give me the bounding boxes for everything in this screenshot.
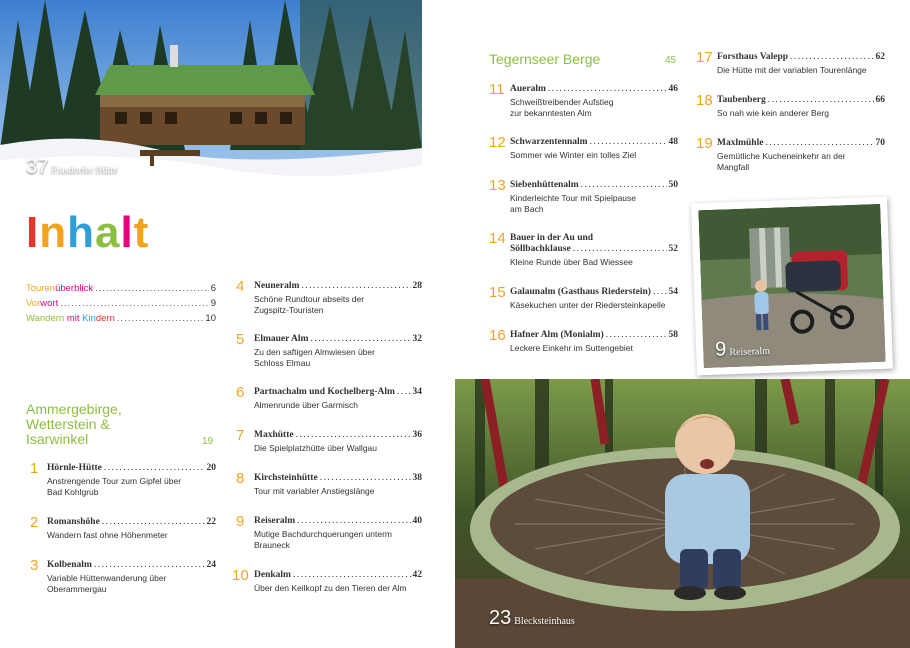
page-title [26, 208, 149, 258]
tour-page-number: 50 [668, 180, 678, 190]
tour-name: Aueralm [510, 84, 546, 94]
photo-blecksteinhaus [455, 379, 910, 648]
tour-name: Elmauer Alm [254, 334, 309, 344]
tour-description: Die Hütte mit der variablen Tourenlänge [717, 65, 867, 75]
tour-name: Denkalm [254, 570, 291, 580]
tour-description: Käsekuchen unter der Riedersteinkapelle [510, 300, 666, 310]
tour-number: 19 [696, 135, 713, 152]
tour-number: 7 [236, 427, 245, 444]
tour-name: Romanshöhe [47, 517, 100, 527]
tour-description: Sommer wie Winter ein tolles Ziel [510, 150, 637, 160]
tour-name: Siebenhüttenalm [510, 180, 579, 190]
tour-name: Bauer in der Au und [510, 233, 594, 243]
photo-location: Reiseralm [729, 345, 771, 359]
tour-page-number: 48 [668, 137, 678, 147]
tour-page-number: 58 [668, 330, 678, 340]
tour-page-number: 24 [206, 560, 216, 570]
tour-name: Söllbachklause [510, 244, 571, 254]
tour-page-number: 52 [668, 244, 678, 254]
tour-description: Über den Keilkopf zu den Tieren der Alm [254, 583, 407, 593]
tour-name: Hafner Alm (Monialm) [510, 330, 604, 340]
section-heading-ammergebirge: Ammergebirge, Wetterstein & Isarwinkel [26, 401, 122, 447]
tour-name: Kolbenalm [47, 560, 92, 570]
tour-number: 3 [30, 557, 39, 574]
tour-number: 14 [489, 230, 506, 247]
tour-page-number: 38 [412, 473, 422, 483]
tour-name: Galaunalm (Gasthaus Riederstein) [510, 287, 651, 297]
tour-name: Partnachalm und Kochelberg-Alm [254, 387, 395, 397]
tour-name: Schwarzentennalm [510, 137, 588, 147]
photo-number: 9 [714, 338, 727, 361]
tour-description: Tour mit variabler Anstiegslänge [254, 486, 375, 496]
tour-number: 10 [232, 567, 249, 584]
title-letter: t [133, 208, 150, 257]
toc-intro-label: Wandern mit Kindern [26, 313, 115, 324]
tour-description: Almenrunde über Garmisch [254, 400, 358, 410]
tour-number: 9 [236, 513, 245, 530]
photo-caption [715, 337, 770, 362]
tour-page-number: 42 [412, 570, 422, 580]
tour-number: 12 [489, 134, 506, 151]
tour-name: Taubenberg [717, 95, 766, 105]
toc-page-number: 6 [210, 283, 216, 294]
tour-description: Kleine Runde über Bad Wiessee [510, 257, 633, 267]
tour-description: Zu den saftigen Almwiesen über Schloss Elmau [254, 347, 375, 368]
photo-caption [26, 156, 118, 179]
tour-name: Forsthaus Valepp [717, 52, 789, 62]
title-letter: l [120, 208, 134, 257]
tour-number: 8 [236, 470, 245, 487]
tour-page-number: 46 [668, 84, 678, 94]
tour-description: Variable Hüttenwanderung über Oberammergau [47, 573, 167, 594]
tour-page-number: 20 [206, 463, 216, 473]
tour-description: Leckere Einkehr im Suttengebiet [510, 343, 633, 353]
tour-name: Maxhütte [254, 430, 294, 440]
tour-name: Neuneralm [254, 281, 300, 291]
toc-intro-item[interactable] [26, 313, 216, 324]
tour-page-number: 70 [875, 138, 885, 148]
tour-number: 15 [489, 284, 506, 301]
photo-location: Frasdorfer Hütte [51, 165, 118, 176]
tour-page-number: 22 [206, 517, 216, 527]
title-letter: n [39, 208, 68, 257]
tour-number: 18 [696, 92, 713, 109]
tour-description: Die Spielplatzhütte über Wallgau [254, 443, 378, 453]
section-page-number: 19 [202, 436, 214, 447]
title-letter: I [26, 208, 40, 257]
tour-page-number: 54 [668, 287, 678, 297]
tour-name: Hörnle-Hütte [47, 463, 102, 473]
tour-page-number: 32 [412, 334, 422, 344]
tour-number: 1 [30, 460, 39, 477]
photo-location: Blecksteinhaus [514, 616, 575, 627]
section-heading-tegernseer: Tegernseer Berge [489, 51, 601, 67]
toc-page-number: 9 [210, 298, 216, 309]
tour-description: Kinderleichte Tour mit Spielpause am Bach [510, 193, 636, 214]
section-page-number: 45 [665, 55, 677, 66]
tour-number: 4 [236, 278, 245, 295]
tour-page-number: 62 [875, 52, 885, 62]
tour-name: Reiseralm [254, 516, 296, 526]
toc-intro-item[interactable] [26, 283, 216, 294]
photo-reiseralm-frame [691, 197, 893, 376]
tour-page-number: 34 [412, 387, 422, 397]
tour-number: 11 [489, 81, 505, 98]
tour-name: Maxlmühle [717, 138, 764, 148]
tour-number: 13 [489, 177, 506, 194]
tour-number: 5 [236, 331, 245, 348]
tour-number: 17 [696, 49, 713, 66]
tour-description: So nah wie kein anderer Berg [717, 108, 829, 118]
tour-number: 2 [30, 514, 39, 531]
tour-description: Mutige Bachdurchquerungen unterm Brauneck [254, 529, 392, 550]
tour-number: 16 [489, 327, 506, 344]
toc-intro-item[interactable] [26, 298, 216, 309]
tour-description: Schweißtreibender Aufstieg zur bekanntesten Alm [510, 97, 614, 118]
tour-description: Wandern fast ohne Höhenmeter [47, 530, 168, 540]
tour-description: Schöne Rundtour abseits der Zugspitz-Touristen [254, 294, 365, 315]
title-letter: a [95, 208, 121, 257]
photo-number: 37 [26, 156, 49, 178]
toc-page-number: 10 [205, 313, 216, 324]
tour-number: 6 [236, 384, 245, 401]
photo-reiseralm [698, 204, 885, 368]
tour-description: Gemütliche Kucheneinkehr an der Mangfall [717, 151, 846, 172]
photo-caption [489, 607, 575, 630]
photo-frasdorfer-huette [0, 0, 422, 189]
toc-intro-label: Tourenüberblick [26, 283, 94, 294]
tour-page-number: 40 [412, 516, 422, 526]
tour-description: Anstrengende Tour zum Gipfel über Bad Kohlgrub [47, 476, 182, 497]
tour-page-number: 36 [412, 430, 422, 440]
tour-name: Kirchsteinhütte [254, 473, 318, 483]
title-letter: h [67, 208, 96, 257]
photo-number: 23 [489, 607, 512, 629]
tour-page-number: 28 [412, 281, 422, 291]
toc-intro-label: Vorwort [26, 298, 59, 309]
tour-page-number: 66 [875, 95, 885, 105]
